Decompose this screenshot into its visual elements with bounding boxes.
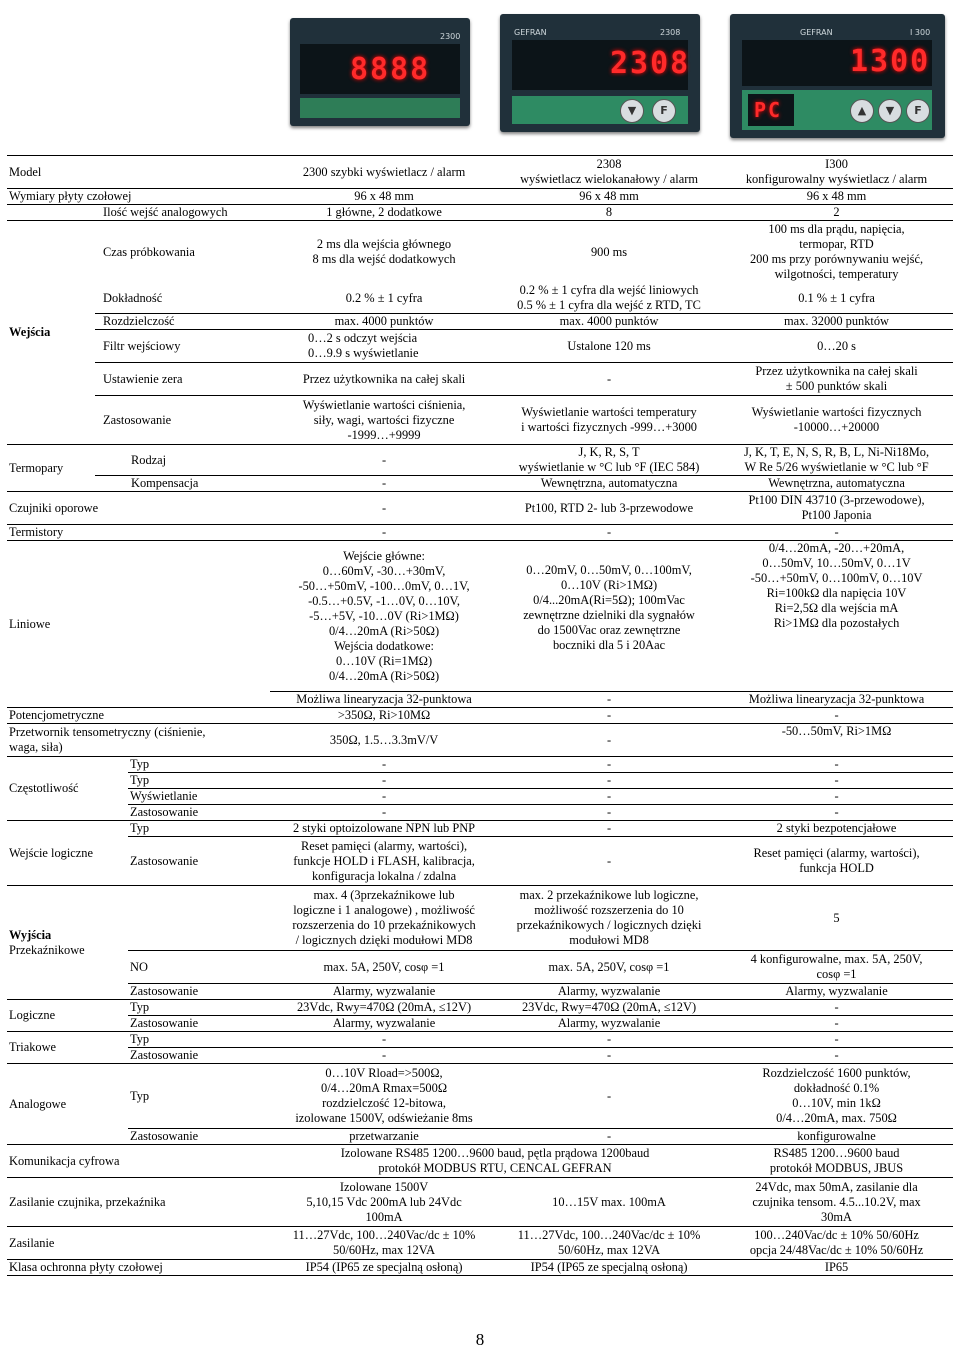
table-row: Zastosowanie Reset pamięci (alarmy, wartości), funkcje HOLD i FLASH, kalibracja, konfiguracja lokalna / zdalna - Reset pamięci (alarmy, wartości), funkcja HOLD: [7, 837, 953, 886]
page-number: 8: [475, 1330, 485, 1349]
table-row: Termistory - - -: [7, 525, 953, 541]
table-row: Komunikacja cyfrowa Izolowane RS485 1200…9600 baud, pętla prądowa 1200baud protokół MODBUS RTU, CENCAL GEFRAN RS485 1200…9600 baud protokół MODBUS, JBUS: [7, 1145, 953, 1178]
table-row: Zastosowanie - - -: [7, 1048, 953, 1064]
table-row: Wejścia Czas próbkowania 2 ms dla wejścia głównego 8 ms dla wejść dodatkowych 900 ms 100 ms dla prądu, napięcia, termopar, RTD 200 ms przy porównywaniu wejść, wilgotności, temperatury: [7, 221, 953, 284]
table-row: NO max. 5A, 250V, cosφ =1 max. 5A, 250V, cosφ =1 4 konfigurowalne, max. 5A, 250V, cosφ =1: [7, 951, 953, 984]
table-row: Zastosowanie Alarmy, wyzwalanie Alarmy, wyzwalanie -: [7, 1016, 953, 1032]
spec-table: [7, 155, 953, 1276]
section-wejscia: Wejścia: [7, 221, 95, 445]
table-row: Filtr wejściowy 0…2 s odczyt wejścia 0…9.9 s wyświetlanie Ustalone 120 ms 0…20 s: [7, 330, 953, 363]
table-row: Ustawienie zera Przez użytkownika na całej skali - Przez użytkownika na całej skali ± 500 punktów skali: [7, 363, 953, 396]
f-button-icon: F: [652, 99, 676, 123]
table-row: Zastosowanie Wyświetlanie wartości ciśnienia, siły, wagi, wartości fizyczne -1999…+9999 Wyświetlanie wartości temperatury i wartości fizycznych -999…+3000 Wyświetlanie wartości fizycznych -10000…+20000: [7, 396, 953, 445]
table-row: Typ - - -: [7, 773, 953, 789]
table-row: Logiczne Typ 23Vdc, Rwy=470Ω (20mA, ≤12V) 23Vdc, Rwy=470Ω (20mA, ≤12V) -: [7, 1000, 953, 1016]
device-display: 1300: [850, 44, 931, 79]
table-row: Wymiary płyty czołowej 96 x 48 mm 96 x 48 mm 96 x 48 mm: [7, 189, 953, 205]
down-button-icon: ▼: [620, 99, 644, 123]
table-row: Kompensacja - Wewnętrzna, automatyczna Wewnętrzna, automatyczna: [7, 476, 953, 492]
header-2300: 2300 szybki wyświetlacz / alarm: [270, 156, 498, 189]
device-2300-image: 8888 2300: [290, 18, 470, 126]
table-row: Zastosowanie - - -: [7, 805, 953, 821]
device-i300-image: GEFRAN I 300 1300 PC ▲ ▼ F: [730, 14, 945, 138]
device-display: 2308: [610, 46, 691, 81]
header-model: Model: [7, 156, 270, 189]
table-header-row: [7, 156, 953, 189]
table-row: Potencjometryczne >350Ω, Ri>10MΩ - -: [7, 708, 953, 724]
table-row: Liniowe Wejście główne: 0…60mV, -30…+30mV, -50…+50mV, -100…0mV, 0…1V, -0.5…+0.5V, -1…0V, 0…10V, -5…+5V, -10…0V (Ri>1MΩ) 0/4…20mA (Ri>50Ω) Wejścia dodatkowe: 0…10V (Ri=1MΩ) 0/4…20mA (Ri>50Ω) 0…20mV, 0…50mV, 0…100mV, 0…10V (Ri>1MΩ) 0/4...20mA(Ri=5Ω); 100mVac zewnętrzne dzielniki dla sygnałów do 1500Vac oraz zewnętrzne boczniki dla 5 i 20Aac 0/4…20mA, -20…+20mA, 0…50mV, 10…50mV, 0…1V -50…+50mV, 0…100mV, 0…10V Ri=100kΩ dla napięcia 10V Ri=2,5Ω dla wejścia mA Ri>1MΩ dla pozostałych: [7, 541, 953, 692]
table-row: Możliwa linearyzacja 32-punktowa - Możliwa linearyzacja 32-punktowa: [7, 692, 953, 708]
up-button-icon: ▲: [850, 99, 874, 123]
header-i300: I300 konfigurowalny wyświetlacz / alarm: [720, 156, 953, 189]
table-row: Klasa ochronna płyty czołowej IP54 (IP65 ze specjalną osłoną) IP54 (IP65 ze specjalną osłoną) IP65: [7, 1260, 953, 1276]
table-row: Zastosowanie przetwarzanie - konfigurowalne: [7, 1129, 953, 1145]
f-button-icon: F: [906, 99, 930, 123]
device-side-display: PC: [754, 98, 783, 122]
table-row: Zasilanie 11…27Vdc, 100…240Vac/dc ± 10% 50/60Hz, max 12VA 11…27Vdc, 100…240Vac/dc ± 10% 50/60Hz, max 12VA 100…240Vac/dc ± 10% 50/60Hz opcja 24/48Vac/dc ± 10% 50/60Hz: [7, 1227, 953, 1260]
header-2308: 2308 wyświetlacz wielokanałowy / alarm: [498, 156, 720, 189]
table-row: Rozdzielczość max. 4000 punktów max. 4000 punktów max. 32000 punktów: [7, 314, 953, 330]
table-row: Przetwornik tensometryczny (ciśnienie, waga, siła) 350Ω, 1.5…3.3mV/V - -50…50mV, Ri>1MΩ: [7, 724, 953, 757]
table-row: Ilość wejść analogowych 1 główne, 2 dodatkowe 8 2: [7, 205, 953, 221]
table-row: Częstotliwość Typ - - -: [7, 757, 953, 773]
table-row: Zasilanie czujnika, przekaźnika Izolowane 1500V 5,10,15 Vdc 200mA lub 24Vdc 100mA 10…15V max. 100mA 24Vdc, max 50mA, zasilanie dla czujnika tensom. 4.5...10.2V, max 30mA: [7, 1178, 953, 1227]
table-row: Dokładność 0.2 % ± 1 cyfra 0.2 % ± 1 cyfra dla wejść liniowych 0.5 % ± 1 cyfra dla wejść z RTD, TC 0.1 % ± 1 cyfra: [103, 283, 875, 312]
table-row: Zastosowanie Alarmy, wyzwalanie Alarmy, wyzwalanie Alarmy, wyzwalanie: [7, 984, 953, 1000]
device-2308-image: GEFRAN 2308 ▼ F 2308: [500, 14, 700, 132]
table-row: Analogowe Typ 0…10V Rload=>500Ω, 0/4…20mA Rmax=500Ω rozdzielczość 12-bitowa, izolowane 1500V, odświeżanie 8ms - Rozdzielczość 1600 punktów, dokładność 0.1% 0…10V, min 1kΩ 0/4…20mA, max. 750Ω: [7, 1064, 953, 1129]
table-row: Wyjścia Przekaźnikowe max. 4 (3przekaźnikowe lub logiczne i 1 analogowe) , możliwość rozszerzenia do 10 przekaźnikowych / logicznych dzięki modułowi MD8 max. 2 przekaźnikowe lub logiczne, możliwość rozszerzenia do 10 przekaźnikowych / logicznych dzięki modułowi MD8 5: [7, 886, 953, 951]
table-row: Wejście logiczne Typ 2 styki optoizolowane NPN lub PNP - 2 styki bezpotencjałowe: [7, 821, 953, 837]
table-row: Czujniki oporowe - Pt100, RTD 2- lub 3-przewodowe Pt100 DIN 43710 (3-przewodowe), Pt100 Japonia: [7, 492, 953, 525]
table-row: Termopary Rodzaj - J, K, R, S, T wyświetlanie w °C lub °F (IEC 584) J, K, T, E, N, S, R, B, L, Ni-Ni18Mo, W Re 5/26 wyświetlanie w °C lub °F: [7, 445, 953, 476]
device-photos: [0, 0, 960, 150]
table-row: Triakowe Typ - - -: [7, 1032, 953, 1048]
down-button-icon: ▼: [878, 99, 902, 123]
device-display: 8888: [350, 52, 431, 87]
table-row: Wyświetlanie - - -: [7, 789, 953, 805]
